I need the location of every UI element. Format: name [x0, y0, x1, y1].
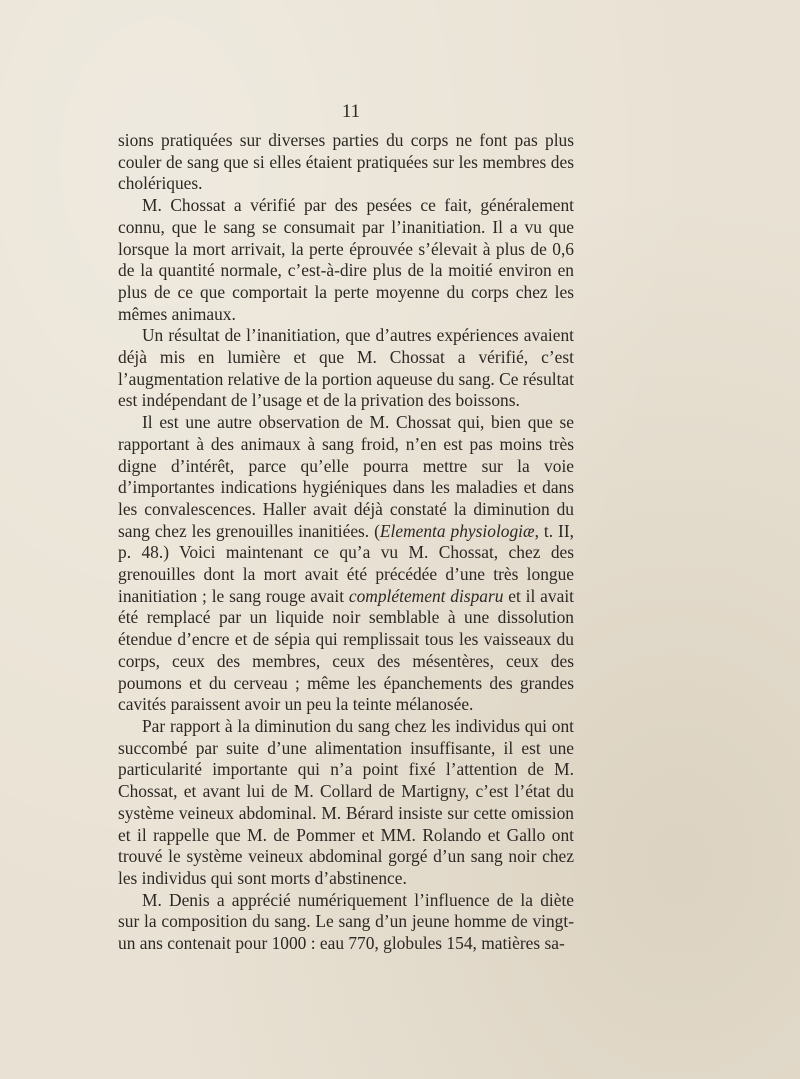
paragraph — [118, 412, 574, 716]
paragraph: M. Chossat a vérifié par des pesées ce fait, généralement connu, que le sang se consumait par l’inanitiation. Il a vu que lorsque la mort arrivait, la perte éprouvée s’élevait à plus de 0,6 de la quantité normale, c’est-à-dire plus de la moitié environ en plus de ce que comportait la perte moyenne du corps chez les mêmes animaux. — [118, 195, 574, 324]
text-segment: , t. II, p. 48.) Voici maintenant ce qu’a vu M. Chossat, chez des grenouilles dont la mort avait été précédée d’une très longue inanitiation ; le sang rouge avait — [118, 520, 574, 606]
text-segment: Il est une autre observation de M. Chossat qui, bien que se rapportant à des animaux à sang froid, n’en est pas moins très digne d’intérêt, parce qu’elle pourra mettre sur la voie d’importantes indications hygiéniques dans les maladies et dans les convalescences. Haller avait déjà constaté la diminution du sang chez les grenouilles inanitiées. ( — [118, 412, 574, 541]
text-segment: et il avait été remplacé par un liquide noir semblable à une dissolution étendue d’encre et de sépia qui remplissait tous les vaisseaux du corps, ceux des membres, ceux des mésentères, ceux des poumons et du cerveau ; même les épanchements des grandes cavités paraissent avoir un peu la teinte mélanosée. — [118, 585, 574, 715]
document-page — [118, 100, 574, 955]
italic-text: complétement disparu — [348, 585, 504, 606]
paragraph: sions pratiquées sur diverses parties du corps ne font pas plus couler de sang que si elles étaient pratiquées sur les membres des cholériques. — [118, 130, 574, 194]
page-number: 11 — [341, 101, 361, 122]
italic-text: Elementa physiologiæ — [379, 520, 535, 541]
paragraph: M. Denis a apprécié numériquement l’influence de la diète sur la composition du sang. Le sang d’un jeune homme de vingt-un ans contenait pour 1000 : eau 770, globules 154, matières sa- — [118, 889, 574, 954]
body-text — [118, 130, 574, 955]
paragraph: Par rapport à la diminution du sang chez les individus qui ont succombé par suite d’une alimentation insuffisante, il est une particularité importante qui n’a point fixé l’attention de M. Chossat, et avant lui de M. Collard de Martigny, c’est l’état du système veineux abdominal. M. Bérard insiste sur cette omission et il rappelle que M. de Pommer et MM. Rolando et Gallo ont trouvé le système veineux abdominal gorgé d’un sang noir chez les individus qui sont morts d’abstinence. — [118, 715, 574, 888]
paragraph: Un résultat de l’inanitiation, que d’autres expériences avaient déjà mis en lumière et que M. Chossat a vérifié, c’est l’augmentation relative de la portion aqueuse du sang. Ce résultat est indépendant de l’usage et de la privation des boissons. — [118, 325, 574, 411]
